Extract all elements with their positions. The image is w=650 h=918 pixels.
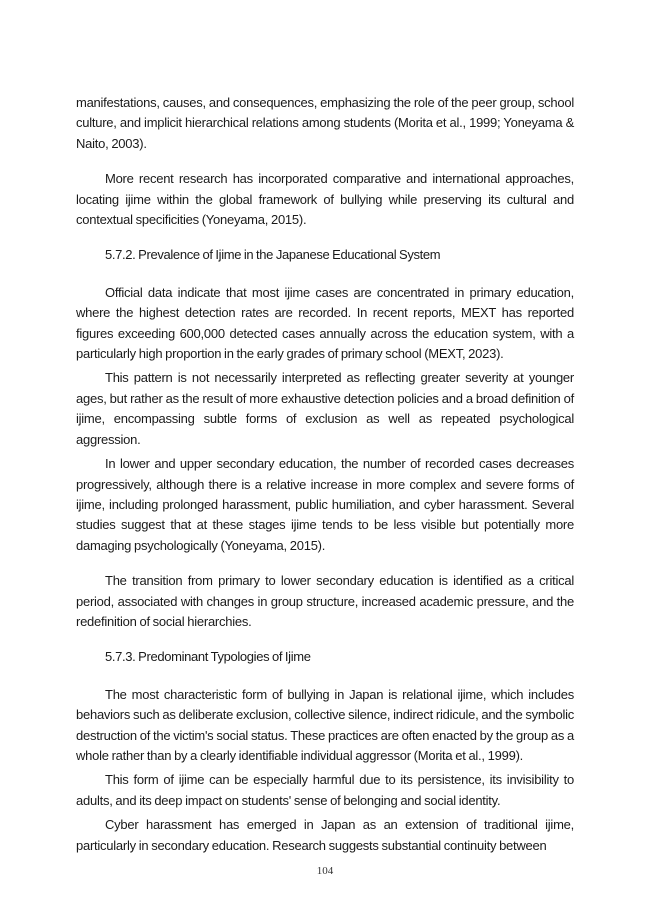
- spacer: [76, 266, 574, 283]
- paragraph-relational-ijime: The most characteristic form of bullying in Japan is relational ijime, which includes behaviors such as deliberate exclusion, collective silence, indirect ridicule, and the symbolic destruction of the victim's social status. These practices are often enacted by the group as a whole rather than by a clearly identifiable individual aggressor (Morita et al., 1999).: [76, 686, 574, 763]
- page-number: 104: [316, 865, 334, 877]
- spacer: [76, 556, 574, 571]
- section-heading-typologies: 5.7.3. Predominant Typologies of Ijime: [105, 649, 311, 665]
- paragraph-cyber-harassment: Cyber harassment has emerged in Japan as an extension of traditional ijime, particularly in secondary education. Research suggests substantial continuity between: [76, 817, 574, 853]
- paragraph-pattern: This pattern is not necessarily interpreted as reflecting greater severity at younger ages, but rather as the result of more exhaustive detection policies and a broad definition of ijime, encompassing subtle forms of exclusion as well as repeated psychological aggression.: [76, 370, 574, 447]
- spacer: [76, 154, 574, 169]
- paragraph-recent-research: More recent research has incorporated comparative and international approaches, locating ijime within the global framework of bullying while preserving its cultural and contextual specificities (Yoneyama, 2015).: [76, 171, 574, 228]
- spacer: [76, 632, 574, 647]
- spacer: [76, 668, 574, 685]
- section-heading-prevalence: 5.7.2. Prevalence of Ijime in the Japanese Educational System: [105, 247, 441, 263]
- paragraph-harm: This form of ijime can be especially harmful due to its persistence, its invisibility to adults, and its deep impact on students' sense of belonging and social identity.: [76, 772, 574, 808]
- paragraph-transition: The transition from primary to lower secondary education is identified as a critical period, associated with changes in group structure, increased academic pressure, and the redefinition of social hierarchies.: [76, 573, 574, 629]
- paragraph-secondary-education: In lower and upper secondary education, the number of recorded cases decreases progressively, although there is a relative increase in more complex and severe forms of ijime, including prolonged harassment, public humiliation, and cyber harassment. Several studies suggest that at these stages ijime tends to be less visible but potentially more damaging psychologically (Yoneyama, 2015).: [76, 456, 574, 553]
- spacer: [76, 230, 574, 245]
- paragraph-continuation: manifestations, causes, and consequences, emphasizing the role of the peer group, school culture, and implicit hierarchical relations among students (Morita et al., 1999; Yoneyama & Naito, 2003).: [76, 95, 574, 151]
- document-body: [76, 93, 574, 856]
- paragraph-official-data: Official data indicate that most ijime cases are concentrated in primary education, where the highest detection rates are recorded. In recent reports, MEXT has reported figures exceeding 600,000 detected cases annually across the education system, with a particularly high proportion in the early grades of primary school (MEXT, 2023).: [76, 284, 574, 362]
